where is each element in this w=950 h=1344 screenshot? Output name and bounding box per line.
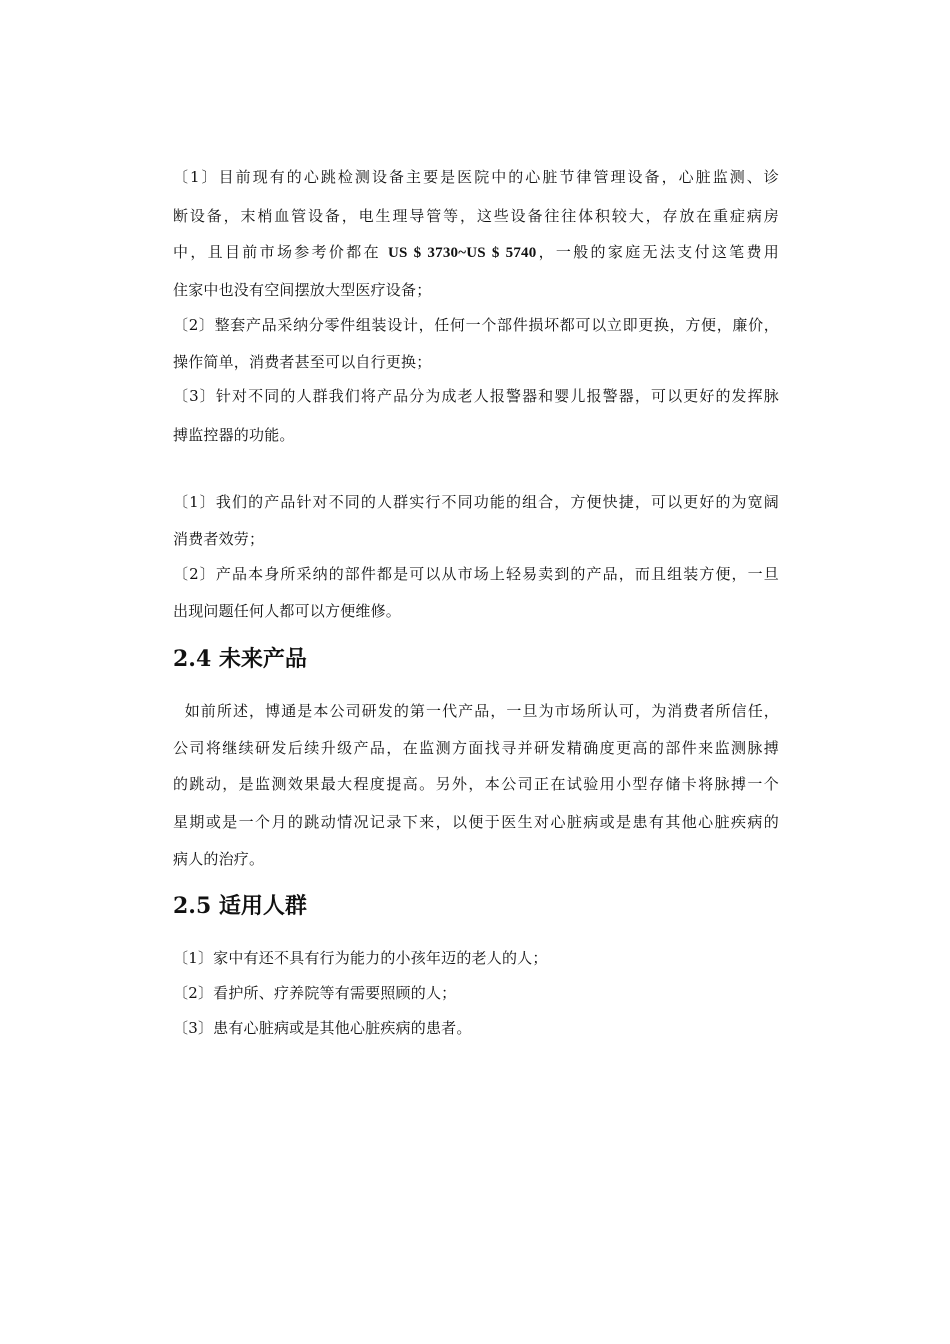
section-2-4-line-3: 的跳动，是监测效果最大程度提高。另外，本公司正在试验用小型存储卡将脉搏一个 (173, 775, 779, 793)
section-2-4-heading: 2.4 未来产品 (173, 646, 307, 672)
advantage-1-line-3 (173, 242, 779, 262)
advantage-1-line-2: 断设备，末梢血管设备，电生理导管等，这些设备往往体积较大，存放在重症病房 (173, 207, 779, 225)
advantage-3-line-1: 〔3〕针对不同的人群我们将产品分为成老人报警器和婴儿报警器，可以更好的发挥脉 (173, 387, 779, 405)
advantage-3-line-2: 搏监控器的功能。 (173, 426, 295, 444)
audience-item-2: 〔2〕看护所、疗养院等有需要照顾的人； (173, 984, 457, 1002)
advantage-1-line-3-post: ，一般的家庭无法支付这笔费用 (536, 243, 779, 261)
audience-item-1: 〔1〕家中有还不具有行为能力的小孩年迈的老人的人； (173, 949, 548, 967)
advantage-1-line-3-pre: 中，且目前市场参考价都在 (173, 243, 388, 261)
feature-2-line-1: 〔2〕产品本身所采纳的部件都是可以从市场上轻易卖到的产品，而且组装方便，一旦 (173, 565, 779, 583)
section-2-4-line-5: 病人的治疗。 (173, 850, 265, 868)
price-range: US $ 3730~US $ 5740 (388, 245, 537, 261)
feature-1-line-2: 消费者效劳； (173, 530, 265, 548)
advantage-2-line-2: 操作简单，消费者甚至可以自行更换； (173, 353, 432, 371)
audience-item-3: 〔3〕患有心脏病或是其他心脏疾病的患者。 (173, 1019, 472, 1037)
section-2-4-line-2: 公司将继续研发后续升级产品，在监测方面找寻并研发精确度更高的部件来监测脉搏 (173, 739, 779, 757)
section-2-4-line-1: 如前所述，博通是本公司研发的第一代产品，一旦为市场所认可，为消费者所信任， (173, 702, 779, 720)
section-2-5-heading: 2.5 适用人群 (173, 893, 307, 919)
advantage-1-line-1: 〔1〕目前现有的心跳检测设备主要是医院中的心脏节律管理设备，心脏监测、诊 (173, 168, 779, 186)
feature-2-line-2: 出现问题任何人都可以方便维修。 (173, 602, 402, 620)
section-2-4-line-4: 星期或是一个月的跳动情况记录下来，以便于医生对心脏病或是患有其他心脏疾病的 (173, 813, 779, 831)
advantage-2-line-1: 〔2〕整套产品采纳分零件组装设计，任何一个部件损坏都可以立即更换，方便，廉价， (173, 316, 779, 334)
feature-1-line-1: 〔1〕我们的产品针对不同的人群实行不同功能的组合，方便快捷，可以更好的为宽阔 (173, 493, 779, 511)
advantage-1-line-4: 住家中也没有空间摆放大型医疗设备； (173, 281, 432, 299)
